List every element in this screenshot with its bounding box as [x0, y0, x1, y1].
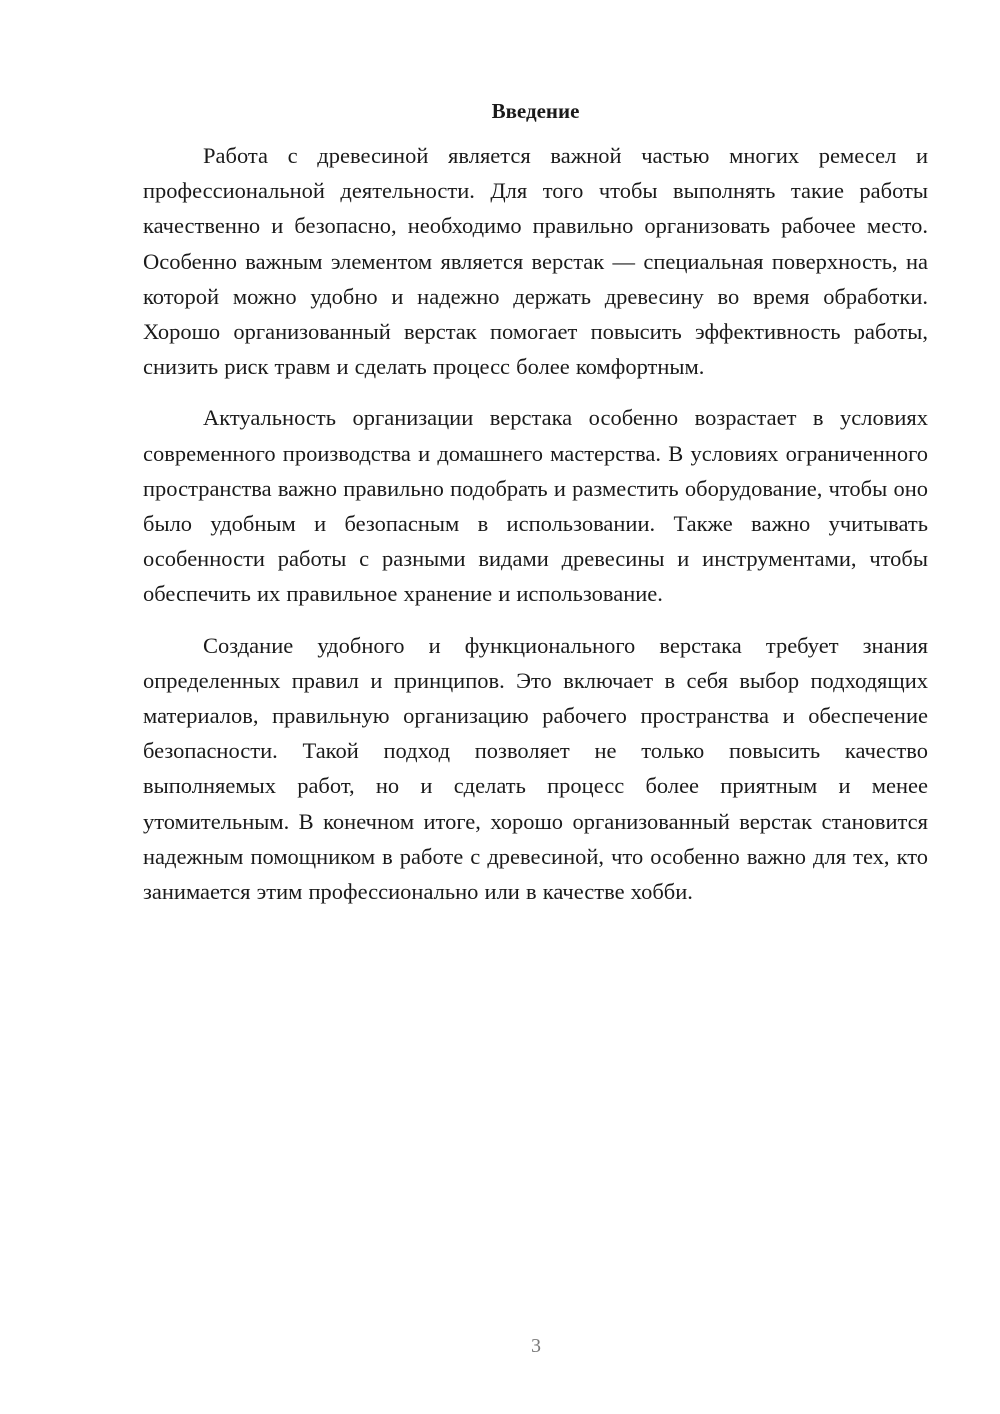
paragraph-1: Работа с древесиной является важной частью многих ремесел и профессиональной деятельности. Для того чтобы выполнять такие работы качественно и безопасно, необходимо правильно организовать рабочее место. Особенно важным элементом является верстак — специальная поверхность, на которой можно удобно и надежно держать древесину во время обработки. Хорошо организованный верстак помогает повысить эффективность работы, снизить риск травм и сделать процесс более комфортным.: [143, 143, 928, 380]
section-title: Введение: [491, 99, 580, 123]
paragraph-3: Создание удобного и функционального верстака требует знания определенных правил и принципов. Это включает в себя выбор подходящих материалов, правильную организацию рабочего пространства и обеспечение безопасности. Такой подход позволяет не только повысить качество выполняемых работ, но и сделать процесс более приятным и менее утомительным. В конечном итоге, хорошо организованный верстак становится надежным помощником в работе с древесиной, что особенно важно для тех, кто занимается этим профессионально или в качестве хобби.: [143, 632, 928, 905]
page-number: 3: [531, 1335, 541, 1357]
page-content: [143, 96, 928, 925]
paragraph-2: Актуальность организации верстака особенно возрастает в условиях современного производства и домашнего мастерства. В условиях ограниченного пространства важно правильно подобрать и разместить оборудование, чтобы оно было удобным и безопасным в использовании. Также важно учитывать особенности работы с разными видами древесины и инструментами, чтобы обеспечить их правильное хранение и использование.: [143, 405, 928, 607]
